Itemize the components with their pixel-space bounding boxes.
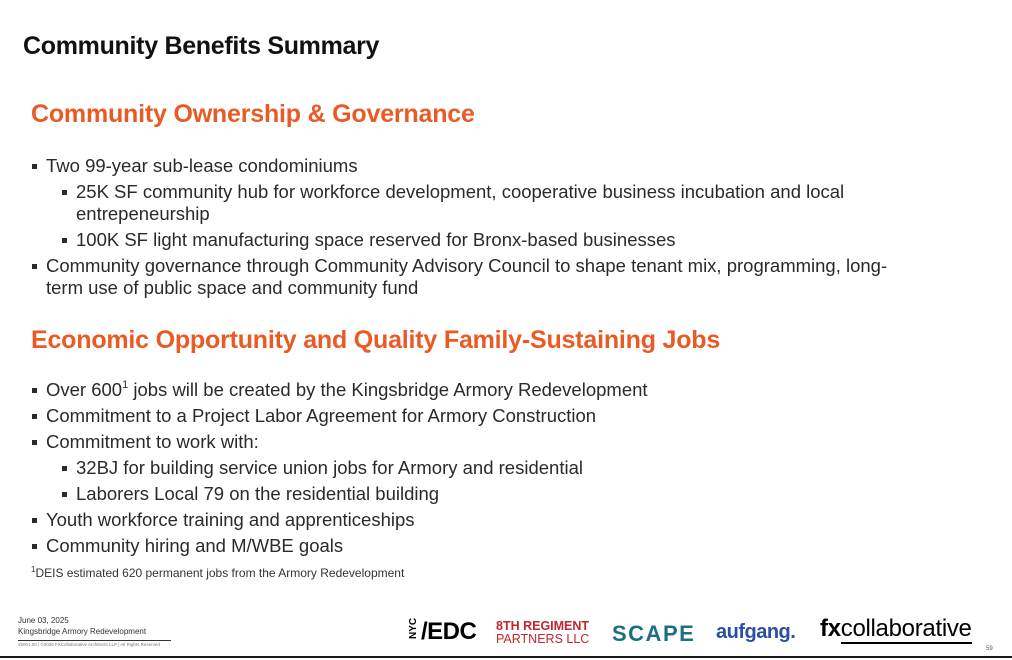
list-item: Community hiring and M/WBE goals <box>31 535 901 557</box>
nycedc-logo-nyc: NYC <box>408 617 419 639</box>
list-item: Commitment to a Project Labor Agreement for Armory Construction <box>31 405 901 427</box>
8th-regiment-logo-line2: PARTNERS LLC <box>496 632 590 646</box>
footnote-reference: 1 <box>122 379 129 391</box>
fxcollaborative-logo <box>820 615 972 643</box>
aufgang-logo: aufgang. <box>716 621 796 643</box>
8th-regiment-partners-logo <box>496 620 589 646</box>
fx-logo-word: collaborative <box>840 615 972 642</box>
list-item: Commitment to work with: <box>31 431 901 453</box>
ownership-bullet-list <box>31 155 901 303</box>
nycedc-logo <box>407 618 476 646</box>
nycedc-logo-edc: /EDC <box>421 618 477 645</box>
section-heading-economic: Economic Opportunity and Quality Family-Sustaining Jobs <box>31 326 721 354</box>
8th-regiment-logo-line1: 8TH REGIMENT <box>496 619 590 633</box>
footer-legal-text: 25001.00 | ©2025 FXCollaborative Architects LLP | All Rights Reserved <box>18 642 160 647</box>
section-heading-ownership: Community Ownership & Governance <box>31 100 475 128</box>
list-item: Youth workforce training and apprenticeships <box>31 509 901 531</box>
list-item: 100K SF light manufacturing space reserved for Bronx-based businesses <box>61 229 901 251</box>
jobs-bullet-text: Over 600 <box>46 379 123 400</box>
list-item <box>31 379 901 401</box>
list-item: Two 99-year sub-lease condominiums <box>31 155 901 177</box>
footnote <box>31 566 404 580</box>
footer-project-name: Kingsbridge Armory Redevelopment <box>18 626 171 641</box>
scape-logo: SCAPE <box>612 621 696 646</box>
footnote-text: DEIS estimated 620 permanent jobs from the Armory Redevelopment <box>35 566 405 580</box>
list-item: 25K SF community hub for workforce development, cooperative business incubation and local entrepeneurship <box>61 181 901 225</box>
list-item: 32BJ for building service union jobs for Armory and residential <box>61 457 901 479</box>
footer-meta <box>18 615 171 649</box>
footnote-mark: 1 <box>31 565 36 574</box>
fx-logo-prefix: fx <box>820 615 841 642</box>
jobs-bullet-text-rest: jobs will be created by the Kingsbridge Armory Redevelopment <box>128 379 648 400</box>
footer-date: June 03, 2025 <box>18 616 69 625</box>
page-number: 59 <box>986 646 993 652</box>
list-item: Community governance through Community Advisory Council to shape tenant mix, programming, long-term use of public space and community fund <box>31 255 901 299</box>
economic-bullet-list <box>31 379 901 561</box>
slide-title: Community Benefits Summary <box>23 32 380 60</box>
footer-divider <box>0 656 1012 658</box>
list-item: Laborers Local 79 on the residential building <box>61 483 901 505</box>
